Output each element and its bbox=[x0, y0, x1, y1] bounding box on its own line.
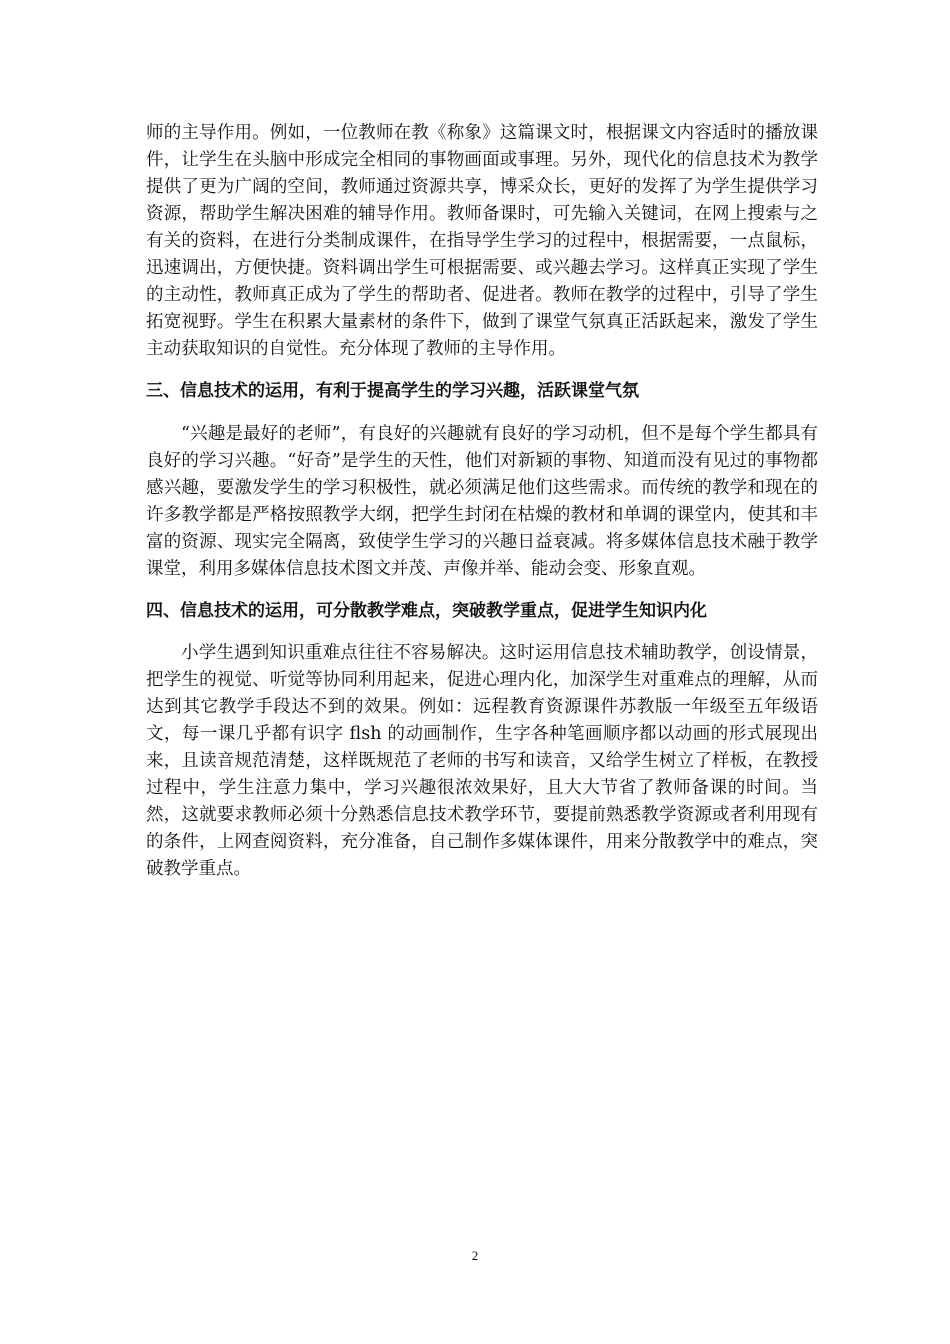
document-body bbox=[146, 120, 818, 883]
body-paragraph: 小学生遇到知识重难点往往不容易解决。这时运用信息技术辅助教学，创设情景，把学生的视觉、听觉等协同利用起来，促进心理内化，加深学生对重难点的理解，从而达到其它教学手段达不到的效果。例如：远程教育资源课件苏教版一年级至五年级语文，每一课几乎都有识字 flsh 的动画制作，生字各种笔画顺序都以动画的形式展现出来，且读音规范清楚，这样既规范了老师的书写和读音，又给学生树立了样板，在教授过程中，学生注意力集中，学习兴趣很浓效果好，且大大节省了教师备课的时间。当然，这就要求教师必须十分熟悉信息技术教学环节，要提前熟悉教学资源或者利用现有的条件，上网查阅资料，充分准备，自己制作多媒体课件，用来分散教学中的难点，突破教学重点。 bbox=[146, 643, 818, 879]
body-paragraph: 师的主导作用。例如，一位教师在教《称象》这篇课文时，根据课文内容适时的播放课件，让学生在头脑中形成完全相同的事物画面或事理。另外，现代化的信息技术为教学提供了更为广阔的空间，教师通过资源共享，博采众长，更好的发挥了为学生提供学习资源，帮助学生解决困难的辅导作用。教师备课时，可先输入关键词，在网上搜索与之有关的资料，在进行分类制成课件，在指导学生学习的过程中，根据需要，一点鼠标，迅速调出，方便快捷。资料调出学生可根据需要、或兴趣去学习。这样真正实现了学生的主动性，教师真正成为了学生的帮助者、促进者。教师在教学的过程中，引导了学生拓宽视野。学生在积累大量素材的条件下，做到了课堂气氛真正活跃起来，激发了学生主动获取知识的自觉性。充分体现了教师的主导作用。 bbox=[146, 123, 818, 359]
section-heading: 四、信息技术的运用，可分散教学难点，突破教学重点，促进学生知识内化 bbox=[146, 601, 707, 621]
page-number: 2 bbox=[471, 1248, 479, 1263]
body-paragraph: “兴趣是最好的老师”，有良好的兴趣就有良好的学习动机，但不是每个学生都具有良好的学习兴趣。“好奇”是学生的天性，他们对新颖的事物、知道而没有见过的事物都感兴趣，要激发学生的学习积极性，就必须满足他们这些需求。而传统的教学和现在的许多教学都是严格按照教学大纲，把学生封闭在枯燥的教材和单调的课堂内，使其和丰富的资源、现实完全隔离，致使学生学习的兴趣日益衰减。将多媒体信息技术融于教学课堂，利用多媒体信息技术图文并茂、声像并举、能动会变、形象直观。 bbox=[146, 424, 818, 579]
section-heading: 三、信息技术的运用，有利于提高学生的学习兴趣，活跃课堂气氛 bbox=[146, 381, 639, 401]
